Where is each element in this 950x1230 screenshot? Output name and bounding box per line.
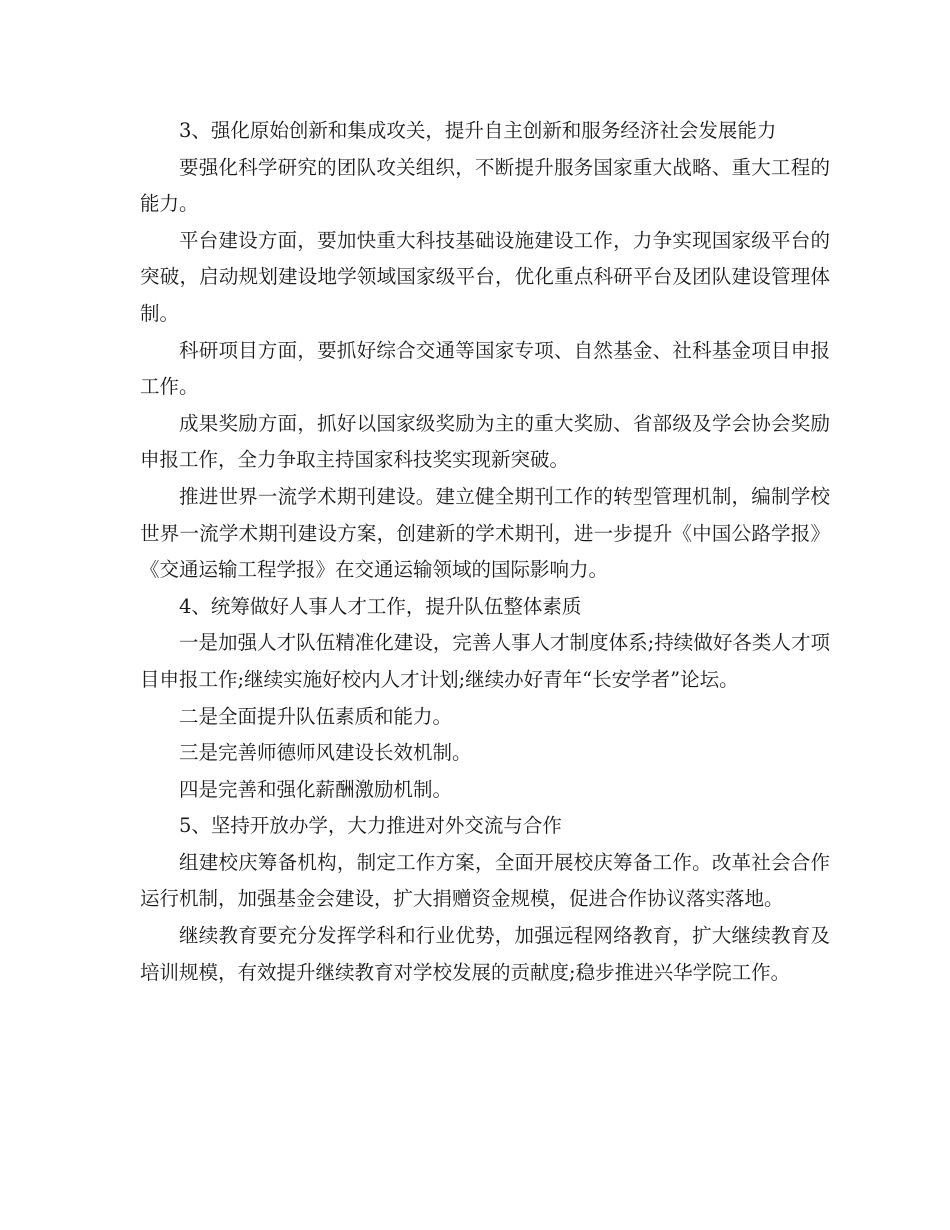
section-heading-3: 3、强化原始创新和集成攻关，提升自主创新和服务经济社会发展能力 xyxy=(179,119,777,142)
paragraph-talent-team: 一是加强人才队伍精准化建设，完善人事人才制度体系;持续做好各类人才项目申报工作;继续实施好校内人才计划;继续办好青年“长安学者”论坛。 xyxy=(140,631,830,691)
section-heading-5: 5、坚持开放办学，大力推进对外交流与合作 xyxy=(179,814,562,838)
paragraph-academic-journals: 推进世界一流学术期刊建设。建立健全期刊工作的转型管理机制，编制学校世界一流学术期刊建设方案，创建新的学术期刊，进一步提升《中国公路学报》《交通运输工程学报》在交通运输领域的国际影响力。 xyxy=(140,484,830,582)
document-body xyxy=(140,113,830,991)
paragraph-team-quality: 二是全面提升队伍素质和能力。 xyxy=(179,704,453,728)
paragraph-salary-incentive: 四是完善和强化薪酬激励机制。 xyxy=(179,777,453,801)
paragraph-teacher-ethics: 三是完善师德师风建设长效机制。 xyxy=(179,741,472,765)
paragraph-achievement-awards: 成果奖励方面，抓好以国家级奖励为主的重大奖励、省部级及学会协会奖励申报工作，全力争取主持国家科技奖实现新突破。 xyxy=(140,411,830,472)
paragraph-anniversary-prep: 组建校庆筹备机构，制定工作方案，全面开展校庆筹备工作。改革社会合作运行机制，加强基金会建设，扩大捐赠资金规模，促进合作协议落实落地。 xyxy=(140,850,830,911)
paragraph-continuing-education: 继续教育要充分发挥学科和行业优势，加强远程网络教育，扩大继续教育及培训规模，有效提升继续教育对学校发展的贡献度;稳步推进兴华学院工作。 xyxy=(140,924,830,984)
section-heading-4: 4、统筹做好人事人才工作，提升队伍整体素质 xyxy=(179,594,582,618)
paragraph-research-projects: 科研项目方面，要抓好综合交通等国家专项、自然基金、社科基金项目申报工作。 xyxy=(140,338,830,399)
paragraph-research-teams: 要强化科学研究的团队攻关组织，不断提升服务国家重大战略、重大工程的能力。 xyxy=(140,155,830,216)
paragraph-platform-building: 平台建设方面，要加快重大科技基础设施建设工作，力争实现国家级平台的突破，启动规划建设地学领域国家级平台，优化重点科研平台及团队建设管理体制。 xyxy=(140,228,830,325)
